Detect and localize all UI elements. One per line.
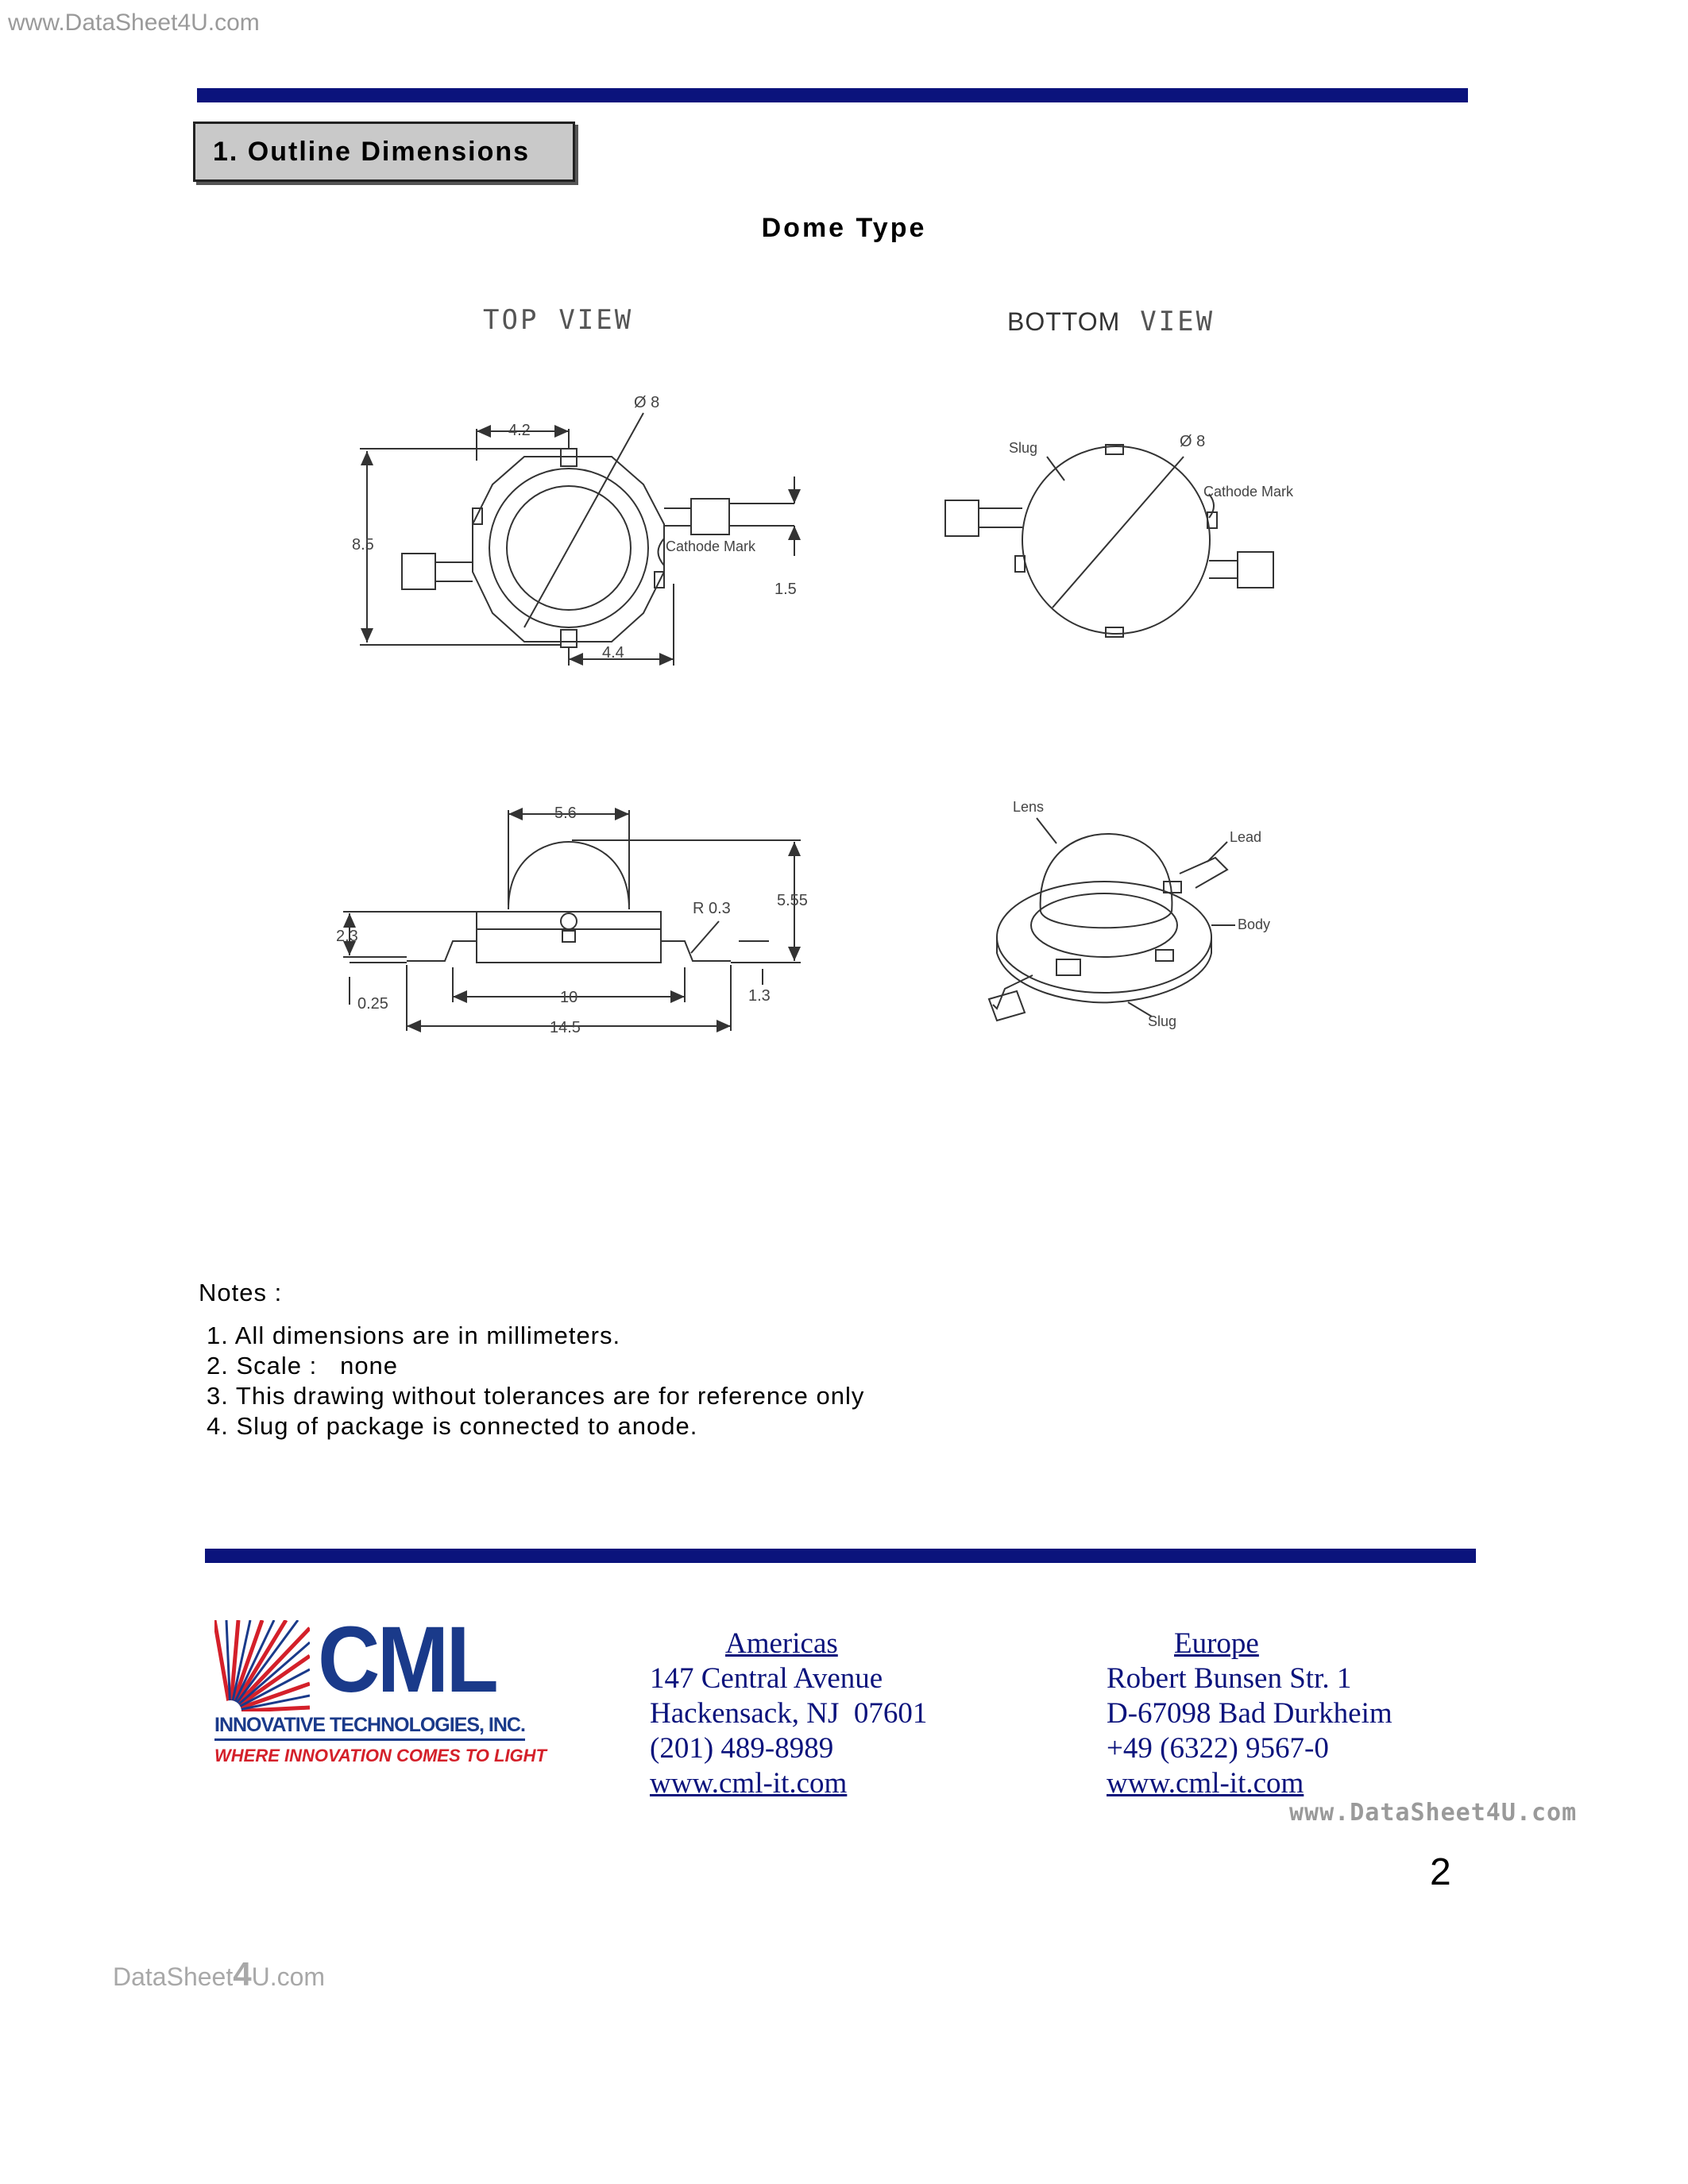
dim-10: 10 <box>560 989 578 1006</box>
watermark-bottom-prefix: DataSheet <box>113 1962 234 1991</box>
europe-phone: +49 (6322) 9567-0 <box>1107 1732 1329 1765</box>
cml-logo-name: CML <box>318 1607 496 1712</box>
iso-slug-label: Slug <box>1148 1013 1177 1029</box>
americas-web-link[interactable]: www.cml-it.com <box>650 1767 848 1800</box>
dim-5-55: 5.55 <box>777 892 808 909</box>
europe-web-link[interactable]: www.cml-it.com <box>1107 1767 1304 1800</box>
top-view-label-a: TOP <box>483 304 539 336</box>
americas-line1: 147 Central Avenue <box>650 1662 883 1695</box>
americas-phone: (201) 489-8989 <box>650 1732 834 1765</box>
cml-logo <box>214 1607 556 1771</box>
bottom-view-label-a: BOTTOM <box>1007 307 1121 336</box>
iso-lead-label: Lead <box>1230 829 1262 845</box>
cml-logo-company: INNOVATIVE TECHNOLOGIES, INC. <box>214 1714 525 1741</box>
iso-view-drawing <box>989 818 1235 1021</box>
europe-heading[interactable]: Europe <box>1174 1627 1259 1660</box>
dim-5-6: 5.6 <box>554 805 577 822</box>
note-item: 1. All dimensions are in millimeters. <box>207 1322 621 1349</box>
dim-1-5: 1.5 <box>774 581 797 598</box>
bottom-rule <box>205 1549 1476 1563</box>
watermark-bottom <box>113 1955 325 1993</box>
bottom-view-label-b: VIEW <box>1140 306 1215 338</box>
note-item: 3. This drawing without tolerances are for reference only <box>207 1382 865 1410</box>
page-number: 2 <box>1430 1851 1451 1893</box>
iso-lens-label: Lens <box>1013 799 1045 815</box>
dim-4-4: 4.4 <box>602 644 624 662</box>
contact-europe <box>1107 1626 1393 1801</box>
section-title-text: 1. Outline Dimensions <box>213 136 531 167</box>
dim-14-5: 14.5 <box>550 1019 581 1036</box>
bottom-cathode-mark: Cathode Mark <box>1203 484 1294 500</box>
iso-body-label: Body <box>1238 916 1271 932</box>
note-item: 4. Slug of package is connected to anode. <box>207 1412 698 1440</box>
europe-line1: Robert Bunsen Str. 1 <box>1107 1662 1352 1695</box>
dim-1-3: 1.3 <box>748 987 771 1005</box>
dim-0-25: 0.25 <box>357 995 388 1013</box>
bottom-view-drawing <box>945 445 1273 637</box>
bottom-slug-label: Slug <box>1009 440 1038 456</box>
dim-r-0-3: R 0.3 <box>693 900 731 917</box>
watermark-top: www.DataSheet4U.com <box>8 10 260 36</box>
watermark-bottom-suffix: U.com <box>251 1962 326 1991</box>
watermark-right: www.DataSheet4U.com <box>1289 1799 1578 1827</box>
cml-logo-mark <box>214 1620 310 1711</box>
drawing-subtitle: Dome Type <box>761 213 927 243</box>
europe-line2: D-67098 Bad Durkheim <box>1107 1697 1393 1730</box>
dim-8-5: 8.5 <box>352 536 374 554</box>
cml-logo-tagline: WHERE INNOVATION COMES TO LIGHT <box>214 1746 547 1765</box>
americas-line2: Hackensack, NJ 07601 <box>650 1697 928 1730</box>
americas-heading[interactable]: Americas <box>725 1627 838 1660</box>
dim-diameter-bottom: Ø 8 <box>1180 433 1206 450</box>
watermark-bottom-four: 4 <box>233 1955 252 1993</box>
contact-americas <box>650 1626 927 1801</box>
dim-diameter-top: Ø 8 <box>634 394 660 411</box>
top-view-label-b: VIEW <box>558 304 634 336</box>
dim-4-2: 4.2 <box>508 422 531 439</box>
dim-2-3: 2.3 <box>336 928 358 945</box>
notes-title: Notes : <box>199 1279 283 1306</box>
note-item: 2. Scale : none <box>207 1352 399 1379</box>
top-cathode-mark: Cathode Mark <box>666 538 756 554</box>
notes-list <box>207 1321 864 1441</box>
